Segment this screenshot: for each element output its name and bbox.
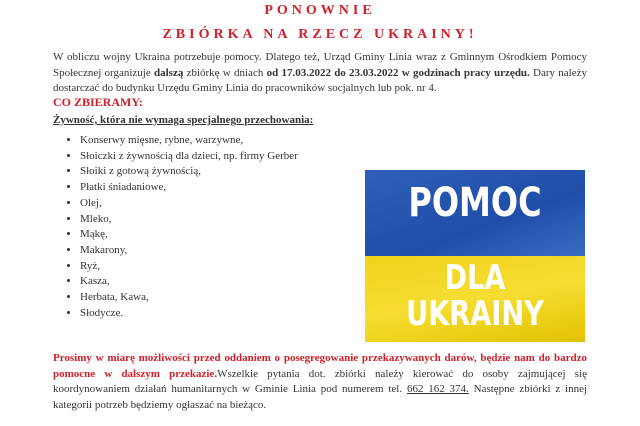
list-item: • Mąkę, — [80, 227, 298, 243]
footer-request: Prosimy w miarę możliwości przed oddaniem o posegregowanie przekazywanych darów, będzie nam do bardzo pomocne w dalszym przekazie. — [53, 352, 587, 380]
footer-text: Następne zbiórki z innej kategorii potrzeb będziemy ogłaszać na bieżąco. — [53, 383, 588, 411]
footer-text: Wszelkie pytania dot. zbiórki należy kierować do osoby zajmującej się koordynowaniem działań humanitarnych w Gminie Linia pod numerem tel. — [53, 367, 588, 395]
footer-paragraph — [53, 351, 587, 413]
ukraine-flag-image — [365, 170, 585, 342]
list-item: • Konserwy mięsne, rybne, warzywne, — [80, 133, 298, 149]
list-item: • Kasza, — [80, 274, 298, 290]
intro-text: zbiórkę w dniach — [183, 66, 267, 79]
list-item: • Herbata, Kawa, — [80, 290, 298, 306]
title-ponownie: PONOWNIE — [264, 3, 376, 18]
list-item: • Słodycze. — [80, 306, 298, 322]
subheader: Żywność, która nie wymaga specjalnego przechowania: — [53, 114, 314, 126]
image-text-dla: DLA — [444, 258, 506, 298]
list-item: • Płatki śniadaniowe, — [80, 180, 298, 196]
main-title: ZBIÓRKA NA RZECZ UKRAINY! — [162, 27, 478, 42]
item-list — [60, 133, 298, 321]
list-item: • Olej, — [80, 196, 298, 212]
intro-bold: dalszą — [153, 66, 184, 79]
intro-dates: od 17.03.2022 do 23.03.2022 w godzinach pracy urzędu. — [266, 66, 530, 79]
intro-paragraph — [53, 50, 587, 97]
section-heading: CO ZBIERAMY: — [53, 95, 143, 109]
phone-number: 662 162 374. — [406, 383, 469, 395]
intro-text: Dary należy dostarczać do budynku Urzędu Gminy Linia do pracowników socjalnych lub pok. nr 4. — [53, 66, 588, 94]
list-item: • Ryż, — [80, 259, 298, 275]
list-item: • Mleko, — [80, 212, 298, 228]
list-item: • Słoiki z gotową żywnością, — [80, 164, 298, 180]
intro-text: W obliczu wojny Ukraina potrzebuje pomocy. Dlatego też, Urząd Gminy Linia wraz z Gminnym Ośrodkiem Pomocy Społecznej organizuje — [53, 51, 587, 79]
list-item: • Makarony, — [80, 243, 298, 259]
image-text-pomoc: POMOC — [408, 180, 542, 226]
image-text-ukrainy: UKRAINY — [406, 294, 544, 334]
list-item: • Słoiczki z żywnością dla dzieci, np. firmy Gerber — [80, 149, 298, 165]
